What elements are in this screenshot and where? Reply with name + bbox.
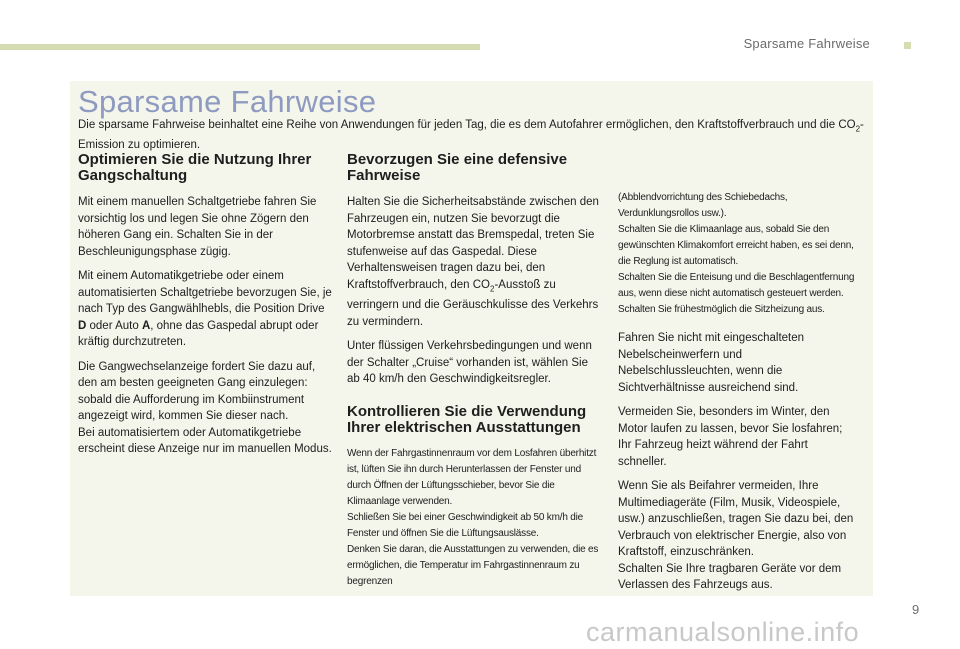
intro-paragraph: Die sparsame Fahrweise beinhaltet eine Reihe von Anwendungen für jeden Tag, die es dem Autofahrer ermöglichen, den Kraftstoffverbrauch und die $CO_2$-Emission zu optimieren. [78, 119, 864, 152]
paragraph-manual-gearbox: Mit einem manuellen Schaltgetriebe fahren Sie vorsichtig los und legen Sie ohne Zögern den höheren Gang ein. Schalten Sie in der Beschleunigungsphase zügig. [78, 196, 317, 258]
paragraph-defrosting: Schalten Sie die Enteisung und die Beschlagentfernung aus, wenn diese nicht automatisch gesteuert werden. [618, 272, 855, 299]
paragraph-portable-devices: Schalten Sie Ihre tragbaren Geräte vor dem Verlassen des Fahrzeugs aus. [618, 562, 842, 591]
page-title: Sparsame Fahrweise [78, 84, 377, 119]
paragraph-windows-closing: Schließen Sie bei einer Geschwindigkeit ab 50 km/h die Fenster und öffnen Sie die Lüftungsauslässe. [347, 511, 584, 539]
paragraph-automatic-gearbox: Mit einem Automatikgetriebe oder einem automatisierten Schaltgetriebe bevorzugen Sie, je nach Typ des Gangwählhebls, die Position Drive D oder Auto A, ohne das Gaspedal abrupt oder kräftig durchzutreten. [78, 270, 332, 348]
paragraph-cruise-control: Unter flüssigen Verkehrsbedingungen und wenn der Schalter „Cruise“ vorhanden ist, wählen Sie ab 40 km/h den Geschwindigkeitsregler. [347, 340, 592, 386]
section-heading-gear-shift: Optimieren Sie die Nutzung Ihrer Gangschaltung [78, 151, 312, 184]
paragraph-gear-indicator-mode: Bei automatisiertem oder Automatikgetriebe erscheint diese Anzeige nur im manuellen Modus. [78, 426, 332, 455]
electrical-tips-continued [618, 190, 858, 318]
watermark-text: carmanualsonline.info [586, 617, 860, 647]
column-middle [347, 152, 602, 590]
paragraph-gear-indicator: Die Gangwechselanzeige fordert Sie dazu auf, den am besten geeigneten Gang einzulegen: sobald die Aufforderung im Kombiinstrument angezeigt wird, kommen Sie dieser nach. [78, 360, 316, 422]
paragraph-safety-distance: Halten Sie die Sicherheitsabstände zwischen den Fahrzeugen ein, nutzen Sie bevorzugt die Motorbremse anstatt das Bremspedal, treten Sie stufenweise auf das Gaspedal. Diese Verhaltensweisen tragen dazu bei, den Kraftstoffverbrauch, den $CO_2$-Ausstoß zu verringern und die Geräuschkulisse des Verkehrs zu vermindern. [347, 196, 599, 328]
page-number: 9 [912, 602, 920, 617]
paragraph-engine-idle: Vermeiden Sie, besonders im Winter, den Motor laufen zu lassen, bevor Sie losfahren; Ihr Fahrzeug heizt während der Fahrt schneller. [618, 406, 843, 468]
column-left [78, 152, 336, 466]
header-square-marker [904, 42, 911, 49]
paragraph-temperature-equipment: Denken Sie daran, die Ausstattungen zu verwenden, die es ermöglichen, die Temperatur im Fahrgastinnenraum zu begrenzen [347, 543, 599, 587]
paragraph-multimedia-devices: Wenn Sie als Beifahrer vermeiden, Ihre Multimediageräte (Film, Musik, Videospiele, usw.) anzuschließen, tragen Sie dazu bei, den Verbrauch von elektrischer Energie, also von Kraftstoff, einzuschränken. [618, 480, 854, 558]
paragraph-air-conditioning: Schalten Sie die Klimaanlage aus, sobald Sie den gewünschten Klimakomfort erreicht haben, es sei denn, die Reglung ist automatisch. [618, 224, 854, 267]
header-accent-bar [0, 44, 480, 50]
paragraph-ventilation: Wenn der Fahrgastinnenraum vor dem Losfahren überhitzt ist, lüften Sie ihn durch Herunterlassen der Fenster und durch Öffnen der Lüftungsschieber, bevor Sie die Klimaanlage verwenden. [347, 447, 597, 507]
paragraph-sunroof-blinds: (Abblendvorrichtung des Schiebedachs, Verdunklungsrollos usw.). [618, 192, 788, 219]
paragraph-seat-heating: Schalten Sie frühestmöglich die Sitzheizung aus. [618, 304, 825, 315]
electrical-tips [347, 446, 602, 590]
column-right [618, 190, 858, 602]
running-header-title: Sparsame Fahrweise [743, 36, 870, 51]
section-heading-electrical-equipment: Kontrollieren Sie die Verwendung Ihrer elektrischen Ausstattungen [347, 402, 587, 436]
paragraph-fog-lights: Fahren Sie nicht mit eingeschalteten Nebelscheinwerfern und Nebelschlussleuchten, wenn die Sichtverhältnisse ausreichend sind. [618, 332, 805, 394]
section-heading-defensive-driving: Bevorzugen Sie eine defensive Fahrweise [347, 151, 568, 184]
